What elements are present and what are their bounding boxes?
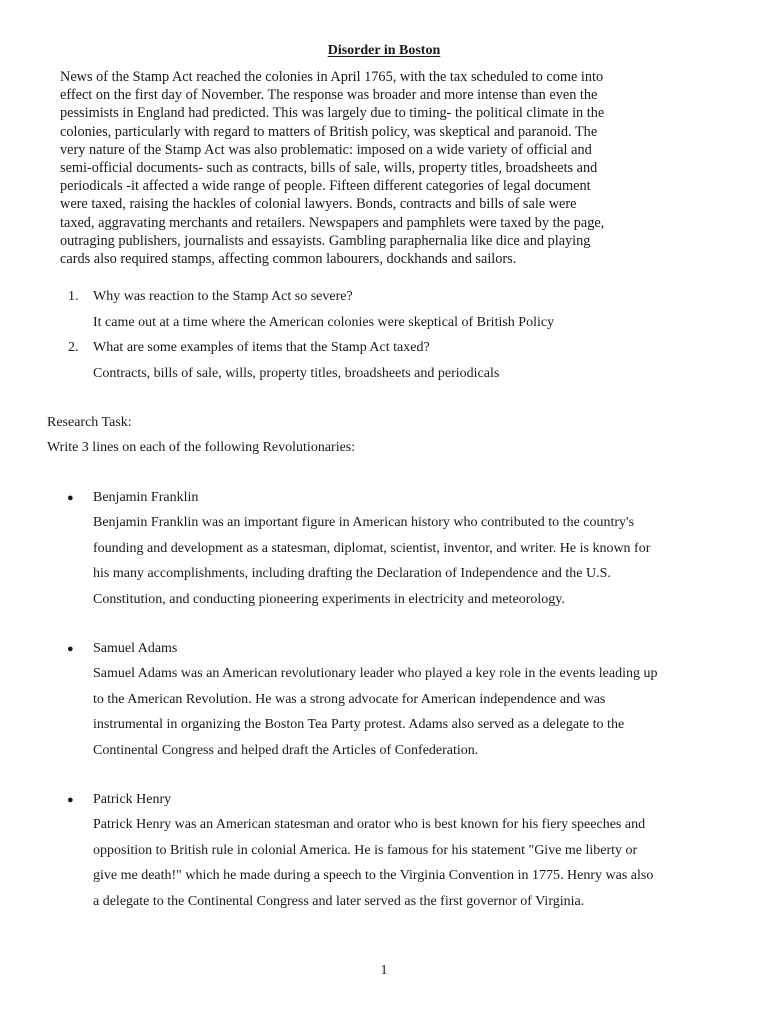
description-line: opposition to British rule in colonial America. He is famous for his statement "Give me liberty or — [93, 842, 638, 858]
description-line: give me death!" which he made during a speech to the Virginia Convention in 1775. Henry was also — [93, 868, 654, 883]
description-line: Constitution, and conducting pioneering experiments in electricity and meteorology. — [93, 591, 565, 607]
passage-line: taxed, aggravating merchants and retailers. Newspapers and pamphlets were taxed by the page, — [60, 214, 605, 231]
revolutionary-name: Benjamin Franklin — [93, 490, 199, 505]
description-line: Benjamin Franklin was an important figure in American history who contributed to the country's — [93, 515, 635, 530]
question-text: What are some examples of items that the Stamp Act taxed? — [93, 340, 430, 355]
revolutionary-description — [93, 661, 733, 763]
page-number: 1 — [380, 963, 388, 978]
passage-line: semi-official documents- such as contracts, bills of sale, wills, property titles, broadsheets and — [60, 160, 598, 177]
intro-passage — [60, 68, 660, 268]
description-line: instrumental in organizing the Boston Tea Party protest. Adams also served as a delegate to the — [93, 717, 625, 732]
bullet-icon: ● — [67, 492, 74, 504]
research-instruction: Write 3 lines on each of the following Revolutionaries: — [47, 440, 356, 455]
passage-line: periodicals -it affected a wide range of people. Fifteen different categories of legal document — [60, 178, 591, 195]
description-line: Continental Congress and helped draft the Articles of Confederation. — [93, 742, 479, 758]
passage-line: cards also required stamps, affecting common labourers, dockhands and sailors. — [60, 251, 517, 268]
description-line: to the American Revolution. He was a strong advocate for American independence and was — [93, 691, 606, 707]
passage-line: colonies, particularly with regard to matters of British policy, was skeptical and paranoid. The — [60, 123, 598, 140]
answer-text: It came out at a time where the American colonies were skeptical of British Policy — [93, 315, 555, 330]
passage-line: pessimists in England had predicted. This was largely due to timing- the political climate in the — [60, 105, 605, 122]
question-number: 1. — [68, 289, 79, 304]
description-line: founding and development as a statesman, diplomat, scientist, inventor, and writer. He is known for — [93, 540, 651, 556]
description-line: a delegate to the Continental Congress and later served as the first governor of Virginia. — [93, 893, 585, 909]
bullet-icon: ● — [67, 643, 74, 655]
research-heading: Research Task: — [47, 415, 132, 430]
passage-line: were taxed, raising the hackles of colonial lawyers. Bonds, contracts and bills of sale were — [60, 196, 577, 213]
document-title: Disorder in Boston — [327, 43, 441, 58]
description-line: Samuel Adams was an American revolutionary leader who played a key role in the events leading up — [93, 666, 658, 681]
revolutionary-description — [93, 510, 733, 612]
description-line: his many accomplishments, including drafting the Declaration of Independence and the U.S. — [93, 566, 611, 581]
passage-line: effect on the first day of November. The response was broader and more intense than even the — [60, 87, 598, 104]
description-line: Patrick Henry was an American statesman and orator who is best known for his fiery speeches and — [93, 817, 646, 832]
passage-line: very nature of the Stamp Act was also problematic: imposed on a wide variety of official and — [60, 141, 592, 158]
revolutionary-name: Samuel Adams — [93, 641, 178, 656]
bullet-icon: ● — [67, 794, 74, 806]
question-number: 2. — [68, 340, 79, 355]
revolutionary-name: Patrick Henry — [93, 792, 172, 807]
passage-line: News of the Stamp Act reached the colonies in April 1765, with the tax scheduled to come into — [60, 69, 604, 85]
passage-line: outraging publishers, journalists and essayists. Gambling paraphernalia like dice and playing — [60, 232, 591, 249]
question-text: Why was reaction to the Stamp Act so severe? — [93, 289, 353, 304]
answer-text: Contracts, bills of sale, wills, property titles, broadsheets and periodicals — [93, 366, 500, 381]
revolutionary-description — [93, 812, 733, 914]
